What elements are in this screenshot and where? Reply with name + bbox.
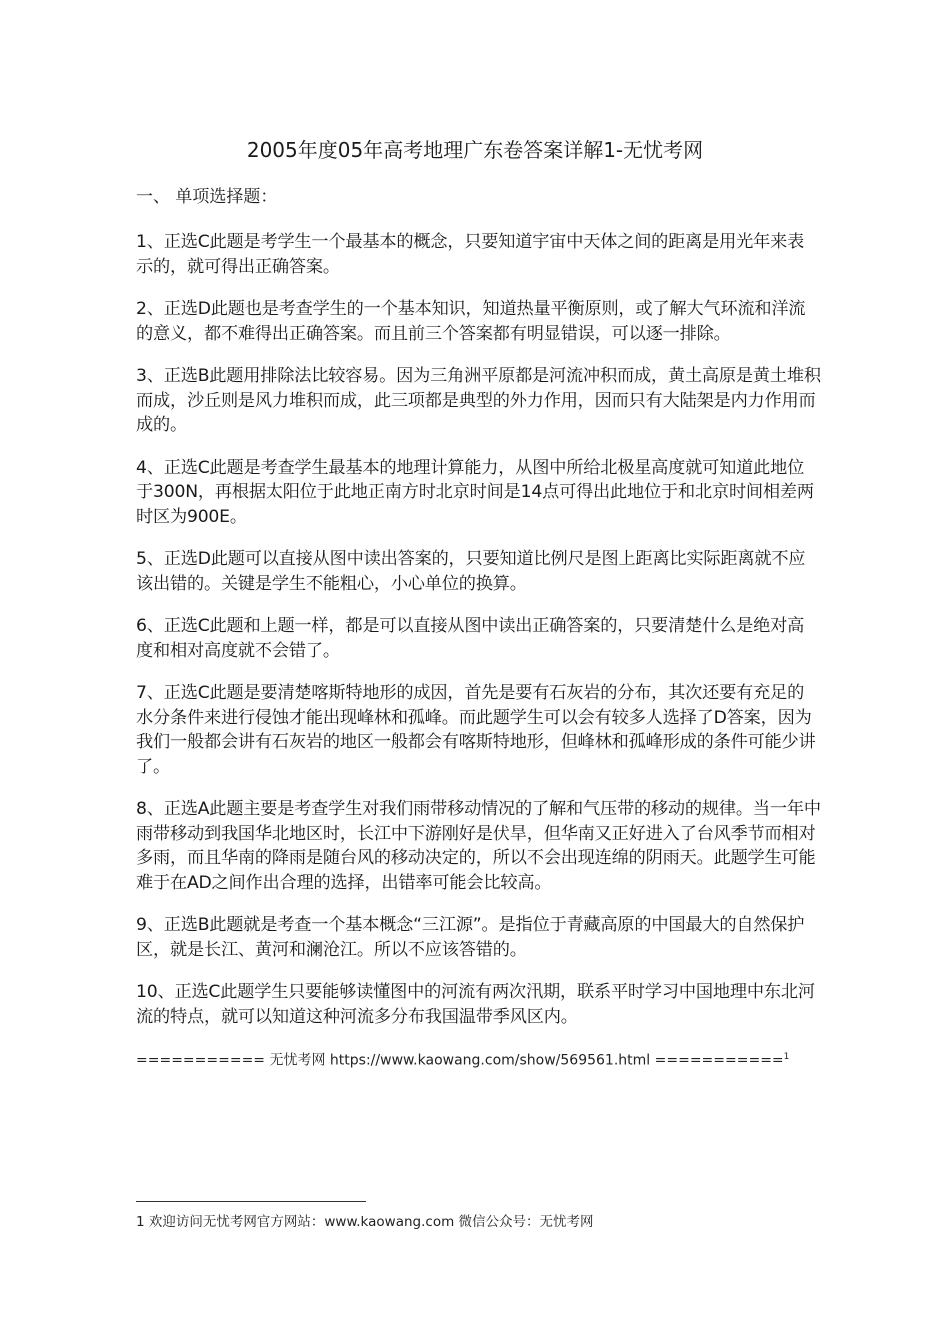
answer-paragraph-8: 8、正选A此题主要是考查学生对我们雨带移动情况的了解和气压带的移动的规律。当一年中雨带移动到我国华北地区时，长江中下游刚好是伏旱，但华南又正好进入了台风季节而相对多雨，而且华南的降雨是随台风的移动决定的，所以不会出现连绵的阴雨天。此题学生可能难于在AD之间作出合理的选择，出错率可能会比较高。	[136, 799, 821, 893]
footnote-marker: 1	[783, 1052, 790, 1062]
answer-paragraph-3: 3、正选B此题用排除法比较容易。因为三角洲平原都是河流冲积而成，黄土高原是黄土堆积而成，沙丘则是风力堆积而成，此三项都是典型的外力作用，因而只有大陆架是内力作用而成的。	[136, 366, 821, 435]
answer-paragraph-2: 2、正选D此题也是考查学生的一个基本知识，知道热量平衡原则，或了解大气环流和洋流的意义，都不难得出正确答案。而且前三个答案都有明显错误，可以逐一排除。	[136, 299, 806, 344]
document-body	[136, 185, 821, 1071]
answer-paragraph-7: 7、正选C此题是要清楚喀斯特地形的成因，首先是要有石灰岩的分布，其次还要有充足的水分条件来进行侵蚀才能出现峰林和孤峰。而此题学生可以会有较多人选择了D答案，因为我们一般都会讲有石灰岩的地区一般都会有喀斯特地形，但峰林和孤峰形成的条件可能少讲了。	[136, 683, 816, 777]
answer-paragraph-1: 1、正选C此题是考学生一个最基本的概念，只要知道宇宙中天体之间的距离是用光年来表示的，就可得出正确答案。	[136, 232, 805, 277]
answer-paragraph-5: 5、正选D此题可以直接从图中读出答案的，只要知道比例尺是图上距离比实际距离就不应该出错的。关键是学生不能粗心，小心单位的换算。	[136, 549, 806, 594]
page-title: 2005年度05年高考地理广东卷答案详解1-无忧考网	[246, 138, 704, 162]
footnote-text: 1 欢迎访问无忧考网官方网站：www.kaowang.com 微信公众号：无忧考网	[136, 1214, 594, 1230]
answer-paragraph-4: 4、正选C此题是考查学生最基本的地理计算能力，从图中所给北极星高度就可知道此地位于300N，再根据太阳位于此地正南方时北京时间是14点可得出此地位于和北京时间相差两时区为900E。	[136, 457, 814, 527]
answer-paragraph-9: 9、正选B此题就是考查一个基本概念“三江源”。是指位于青藏高原的中国最大的自然保护区，就是长江、黄河和澜沧江。所以不应该答错的。	[136, 915, 805, 960]
section-heading: 一、 单项选择题：	[136, 187, 278, 207]
answer-paragraph-10: 10、正选C此题学生只要能够读懂图中的河流有两次汛期，联系平时学习中国地理中东北河流的特点，就可以知道这种河流多分布我国温带季风区内。	[136, 982, 815, 1027]
answer-paragraph-6: 6、正选C此题和上题一样，都是可以直接从图中读出正确答案的，只要清楚什么是绝对高度和相对高度就不会错了。	[136, 616, 805, 661]
source-link-line	[136, 1047, 821, 1071]
footnote-divider	[136, 1201, 366, 1202]
source-link-text[interactable]: =========== 无忧考网 https://www.kaowang.com/show/569561.html ===========	[136, 1052, 784, 1069]
